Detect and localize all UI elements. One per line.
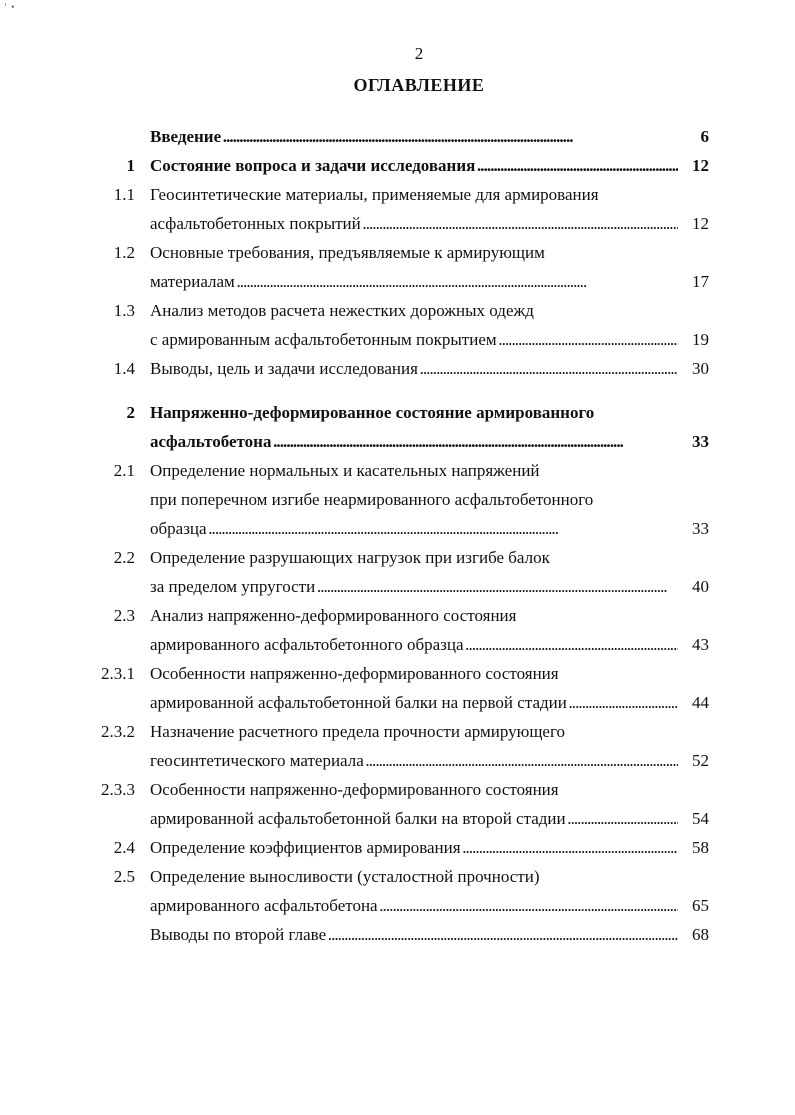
toc-page-number: 52 xyxy=(692,751,709,770)
toc-page-number: 19 xyxy=(692,330,709,349)
toc-section-number: 2.1 xyxy=(113,461,135,480)
toc-page-number: 44 xyxy=(692,693,709,712)
toc-section-title: асфальтобетона . . . xyxy=(150,429,678,455)
toc-section-title: материалам . . . xyxy=(150,269,678,295)
toc-page-number: 40 xyxy=(692,577,709,596)
toc-section-title: армированной асфальтобетонной балки на второй стадии . . . xyxy=(150,806,678,832)
toc-section-title: Основные требования, предъявляемые к армирующим xyxy=(150,243,545,262)
toc-entry xyxy=(0,327,795,353)
toc-entry xyxy=(0,922,795,948)
toc-section-title: Геосинтетические материалы, применяемые для армирования xyxy=(150,185,599,204)
toc-section-number: 2.4 xyxy=(113,838,135,857)
toc-page-number: 54 xyxy=(692,809,709,828)
toc-section-title: Особенности напряженно-деформированного состояния xyxy=(150,780,559,799)
toc-entry xyxy=(0,777,795,803)
toc-entry xyxy=(0,124,795,150)
page-title: ОГЛАВЛЕНИЕ xyxy=(353,75,485,95)
toc-section-number: 2.3.1 xyxy=(101,664,135,683)
toc-section-title: армированного асфальтобетона . . . xyxy=(150,893,678,919)
toc-entry xyxy=(0,661,795,687)
toc-entry xyxy=(0,690,795,716)
toc-section-number: 1 xyxy=(126,156,135,175)
toc-page-number: 65 xyxy=(692,896,709,915)
toc-entry xyxy=(0,240,795,266)
toc-section-number: 1.2 xyxy=(113,243,135,262)
toc-section-title: Введение . . . xyxy=(150,124,678,150)
toc-entry xyxy=(0,719,795,745)
toc-entry xyxy=(0,487,795,513)
toc-section-number: 1.4 xyxy=(113,359,135,378)
toc-entry xyxy=(0,356,795,382)
toc-section-title: асфальтобетонных покрытий . . . xyxy=(150,211,678,237)
toc-page-number: 68 xyxy=(692,925,709,944)
toc-section-title: Выводы, цель и задачи исследования . . . xyxy=(150,356,678,382)
toc-entry xyxy=(0,429,795,455)
corner-scan-mark: ʼ • xyxy=(4,2,16,12)
toc-section-title: образца . . . xyxy=(150,516,678,542)
toc-entry xyxy=(0,632,795,658)
toc-section-title: при поперечном изгибе неармированного асфальтобетонного xyxy=(150,490,594,509)
toc-section-title: Определение коэффициентов армирования . . . xyxy=(150,835,678,861)
toc-entry xyxy=(0,153,795,179)
toc-section-number: 2.2 xyxy=(113,548,135,567)
toc-entry xyxy=(0,835,795,861)
toc-entry xyxy=(0,864,795,890)
toc-section-number: 2.5 xyxy=(113,867,135,886)
toc-section-number: 2.3 xyxy=(113,606,135,625)
toc-entry xyxy=(0,458,795,484)
toc-entry xyxy=(0,545,795,571)
toc-section-title: Выводы по второй главе . . . xyxy=(150,922,678,948)
toc-section-title: Напряженно-деформированное состояние армированного xyxy=(150,403,595,422)
toc-entry xyxy=(0,211,795,237)
toc-entry xyxy=(0,574,795,600)
toc-entry xyxy=(0,806,795,832)
toc-entry xyxy=(0,748,795,774)
toc-section-title: Определение нормальных и касательных напряжений xyxy=(150,461,540,480)
page-number: 2 xyxy=(414,44,424,63)
toc-entry xyxy=(0,182,795,208)
toc-section-number: 2.3.3 xyxy=(101,780,135,799)
toc-section-title: Особенности напряженно-деформированного состояния xyxy=(150,664,559,683)
toc-section-title: Состояние вопроса и задачи исследования . . . xyxy=(150,153,678,179)
toc-page-number: 58 xyxy=(692,838,709,857)
toc-page-number: 30 xyxy=(692,359,709,378)
toc-entry xyxy=(0,400,795,426)
toc-entry xyxy=(0,893,795,919)
toc-entry xyxy=(0,298,795,324)
toc-section-number: 2.3.2 xyxy=(101,722,135,741)
toc-section-title: армированной асфальтобетонной балки на первой стадии . . . xyxy=(150,690,678,716)
toc-section-number: 2 xyxy=(126,403,135,422)
toc-page-number: 6 xyxy=(700,127,709,146)
toc-page-number: 17 xyxy=(692,272,709,291)
toc-section-title: геосинтетического материала . . . xyxy=(150,748,678,774)
toc-entry xyxy=(0,269,795,295)
toc-section-number: 1.3 xyxy=(113,301,135,320)
toc-page-number: 33 xyxy=(692,432,709,451)
toc-section-title: Анализ методов расчета нежестких дорожных одежд xyxy=(150,301,534,320)
toc-section-title: Определение выносливости (усталостной прочности) xyxy=(150,867,540,886)
toc-page-number: 12 xyxy=(692,156,709,175)
toc-section-title: армированного асфальтобетонного образца . . . xyxy=(150,632,678,658)
toc-page-number: 43 xyxy=(692,635,709,654)
toc-page-number: 33 xyxy=(692,519,709,538)
toc-section-number: 1.1 xyxy=(113,185,135,204)
toc-section-title: Определение разрушающих нагрузок при изгибе балок xyxy=(150,548,550,567)
toc-section-title: Назначение расчетного предела прочности армирующего xyxy=(150,722,566,741)
toc-entry xyxy=(0,516,795,542)
toc-section-title: Анализ напряженно-деформированного состояния xyxy=(150,606,517,625)
toc-section-title: за пределом упругости . . . xyxy=(150,574,678,600)
toc-entry xyxy=(0,603,795,629)
toc-page-number: 12 xyxy=(692,214,709,233)
toc-section-title: с армированным асфальтобетонным покрытием . . . xyxy=(150,327,678,353)
